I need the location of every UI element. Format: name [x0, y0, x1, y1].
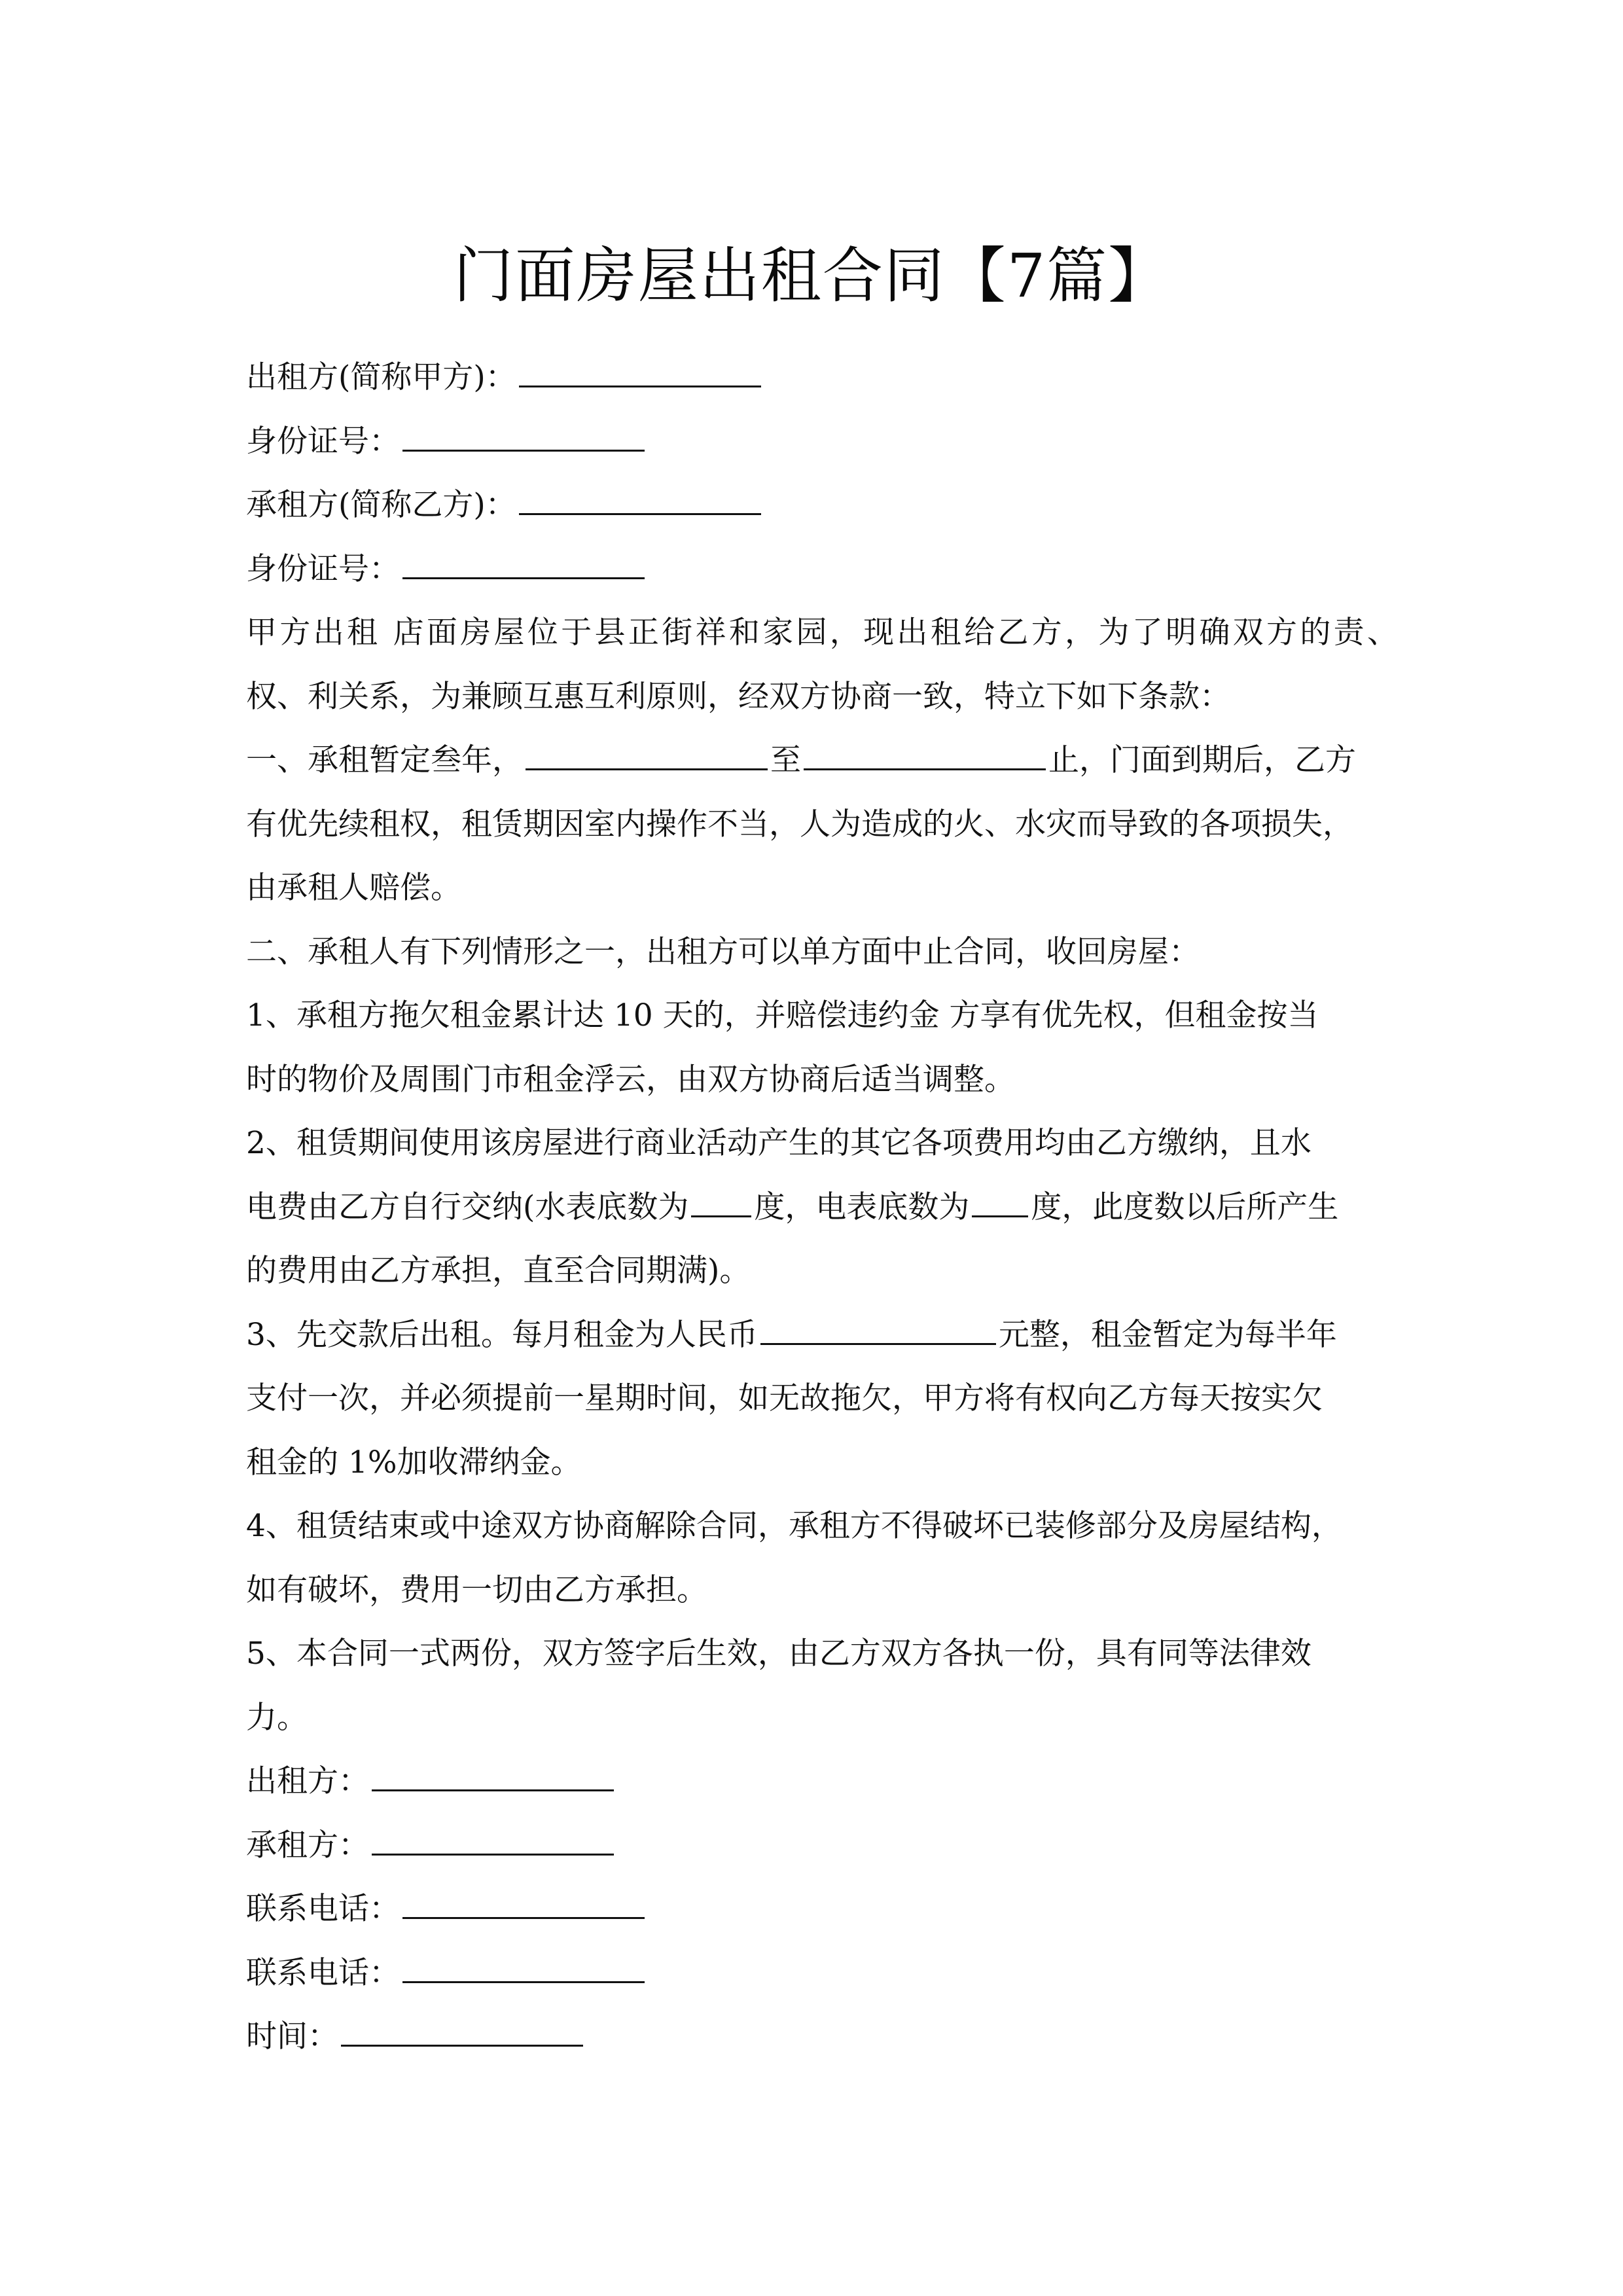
clause-1-prefix: 一、承租暂定叁年， [246, 742, 523, 778]
item-2-line-1: 2、租赁期间使用该房屋进行商业活动产生的其它各项费用均由乙方缴纳，且水 [246, 1125, 1311, 1161]
lessee-label: 承租方(简称乙方)： [246, 487, 516, 523]
clause-1-line-1 [246, 728, 1398, 793]
item-1-line-1: 1、承租方拖欠租金累计达 10 天的，并赔偿违约金 方享有优先权，但租金按当 [246, 997, 1319, 1033]
item-3-line-3: 租金的 1%加收滞纳金。 [246, 1444, 582, 1480]
clause-2-heading: 二、承租人有下列情形之一，出租方可以单方面中止合同，收回房屋： [246, 933, 1200, 970]
sign-lessee-field [246, 1814, 1398, 1878]
clause-1-suffix: 止，门面到期后，乙方 [1048, 742, 1356, 778]
phone-2-blank[interactable] [402, 1955, 645, 1983]
document-body [246, 346, 1398, 2069]
phone-1-label: 联系电话： [246, 1891, 400, 1927]
document-title: 门面房屋出租合同【7篇】 [453, 240, 1170, 311]
date-blank[interactable] [341, 2018, 583, 2047]
lessor-id-field [246, 410, 1398, 474]
sign-lessee-blank[interactable] [372, 1827, 614, 1856]
sign-lessor-field [246, 1749, 1398, 1814]
lessee-id-label: 身份证号： [246, 550, 400, 587]
monthly-rent-blank[interactable] [760, 1317, 996, 1345]
lessor-id-blank[interactable] [402, 423, 645, 452]
date-field [246, 2005, 1398, 2069]
clause-1-line-2: 有优先续租权，租赁期因室内操作不当，人为造成的火、水灾而导致的各项损失， [246, 806, 1353, 842]
item-2-water-label: 电费由乙方自行交纳(水表底数为 [246, 1189, 689, 1225]
lease-start-blank[interactable] [526, 742, 768, 770]
item-3-rent-suffix: 元整，租金暂定为每半年 [998, 1316, 1337, 1353]
clause-1-line-3: 由承租人赔偿。 [246, 870, 461, 906]
lessor-blank[interactable] [519, 359, 761, 387]
electric-meter-blank[interactable] [972, 1189, 1028, 1217]
item-2-line-2 [246, 1175, 1398, 1240]
item-3-line-2: 支付一次，并必须提前一星期时间，如无故拖欠，甲方将有权向乙方每天按实欠 [246, 1380, 1323, 1416]
intro-line-1: 甲方出租 店面房屋位于县正街祥和家园，现出租给乙方，为了明确双方的责、 [246, 615, 1398, 651]
item-3-line-1 [246, 1303, 1398, 1367]
water-meter-blank[interactable] [691, 1189, 751, 1217]
clause-1-to: 至 [770, 742, 801, 778]
sign-lessor-label: 出租方： [246, 1763, 369, 1799]
item-4-line-2: 如有破坏，费用一切由乙方承担。 [246, 1571, 707, 1608]
lessor-label: 出租方(简称甲方)： [246, 359, 516, 395]
item-4-line-1: 4、租赁结束或中途双方协商解除合同，承租方不得破坏已装修部分及房屋结构， [246, 1508, 1342, 1544]
lessee-blank[interactable] [519, 487, 761, 515]
phone-2-field [246, 1941, 1398, 2005]
lessor-field [246, 346, 1398, 410]
item-1-line-2: 时的物价及周围门市租金浮云，由双方协商后适当调整。 [246, 1061, 1015, 1098]
lease-end-blank[interactable] [804, 742, 1046, 770]
item-5-line-1: 5、本合同一式两份，双方签字后生效，由乙方双方各执一份，具有同等法律效 [246, 1636, 1311, 1672]
item-3-rent-label: 3、先交款后出租。每月租金为人民币 [246, 1316, 758, 1353]
lessor-id-label: 身份证号： [246, 423, 400, 459]
item-2-tail: 度，此度数以后所产生 [1031, 1189, 1339, 1225]
date-label: 时间： [246, 2018, 338, 2054]
item-5-line-2: 力。 [246, 1699, 308, 1736]
lessee-field [246, 473, 1398, 537]
item-2-line-3: 的费用由乙方承担，直至合同期满)。 [246, 1253, 751, 1289]
phone-1-field [246, 1877, 1398, 1941]
sign-lessor-blank[interactable] [372, 1763, 614, 1791]
intro-line-2: 权、利关系，为兼顾互惠互利原则，经双方协商一致，特立下如下条款： [246, 678, 1230, 715]
sign-lessee-label: 承租方： [246, 1827, 369, 1863]
phone-1-blank[interactable] [402, 1891, 645, 1919]
item-2-electric-label: 度，电表底数为 [754, 1189, 970, 1225]
lessee-id-field [246, 537, 1398, 601]
phone-2-label: 联系电话： [246, 1954, 400, 1991]
lessee-id-blank[interactable] [402, 551, 645, 579]
